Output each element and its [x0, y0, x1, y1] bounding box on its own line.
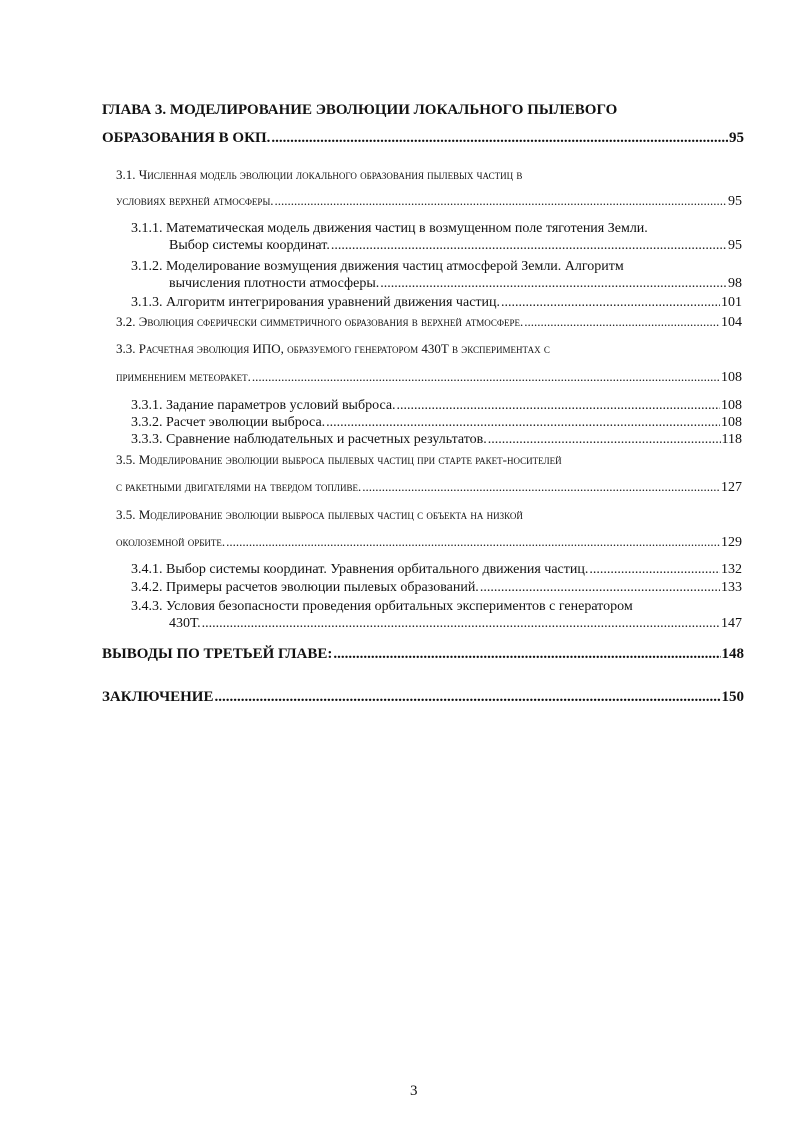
- toc-page-number: 118: [721, 432, 742, 447]
- toc-chapter3-entry[interactable]: [102, 129, 744, 147]
- toc-section-3-2-entry[interactable]: [116, 313, 742, 332]
- leader-dots: [524, 313, 720, 331]
- leader-dots: [214, 688, 720, 706]
- toc-page-number: 129: [721, 535, 742, 550]
- toc-subsection-3-1-2-line1: 3.1.2. Моделирование возмущения движения частиц атмосферой Земли. Алгоритм: [131, 259, 624, 274]
- leader-dots: [362, 478, 720, 496]
- leader-dots: [252, 368, 720, 386]
- toc-page-number: 108: [721, 415, 742, 430]
- leader-dots: [397, 397, 720, 415]
- toc-page-number: 108: [721, 398, 742, 413]
- toc-subsection-3-3-3-title: 3.3.3. Сравнение наблюдательных и расчетных результатов.: [131, 432, 487, 447]
- toc-subsection-3-1-2-entry[interactable]: [169, 275, 742, 293]
- toc-section-3-1-entry[interactable]: [116, 192, 742, 211]
- toc-section-3-2-title: 3.2. Эволюция сферически симметричного образования в верхней атмосфере.: [116, 314, 524, 329]
- toc-subsection-3-4-1-entry[interactable]: [131, 561, 742, 579]
- leader-dots: [271, 129, 728, 147]
- toc-page-number: 132: [721, 562, 742, 577]
- toc-section-3-1-line1: 3.1. Численная модель эволюции локального образования пылевых частиц в: [116, 167, 523, 182]
- toc-section-3-3-line2: применением метеоракет.: [116, 369, 251, 384]
- toc-section-3-5b-entry[interactable]: [116, 533, 742, 552]
- toc-section-3-3-line1: 3.3. Расчетная эволюция ИПО, образуемого генератором 430Т в экспериментах с: [116, 341, 550, 356]
- toc-subsection-3-3-1-entry[interactable]: [131, 397, 742, 415]
- toc-section-3-5a-entry[interactable]: [116, 478, 742, 497]
- toc-section-3-5a-line1: 3.5. Моделирование эволюции выброса пылевых частиц при старте ракет-носителей: [116, 452, 562, 467]
- toc-page-number: 150: [721, 689, 744, 705]
- toc-subsection-3-4-3-line1: 3.4.3. Условия безопасности проведения орбитальных экспериментов с генератором: [131, 599, 633, 614]
- toc-section-3-5a-line2: с ракетными двигателями на твердом топливе.: [116, 479, 362, 494]
- page-number: 3: [410, 1083, 418, 1099]
- leader-dots: [226, 533, 720, 551]
- leader-dots: [331, 237, 727, 255]
- toc-subsection-3-3-3-entry[interactable]: [131, 431, 742, 449]
- leader-dots: [333, 645, 720, 663]
- toc-subsection-3-1-1-line2: Выбор системы координат.: [169, 238, 330, 253]
- toc-page-number: 147: [721, 616, 742, 631]
- toc-section-3-5b-line2: околоземной орбите.: [116, 534, 226, 549]
- toc-page-number: 101: [721, 295, 742, 310]
- toc-subsection-3-3-2-entry[interactable]: [131, 414, 742, 432]
- leader-dots: [380, 275, 727, 293]
- toc-subsection-3-4-3-entry[interactable]: [169, 615, 742, 633]
- toc-page-number: 95: [729, 130, 744, 146]
- leader-dots: [480, 579, 720, 597]
- toc-conclusions-chapter3-title: ВЫВОДЫ ПО ТРЕТЬЕЙ ГЛАВЕ:: [102, 646, 333, 662]
- leader-dots: [275, 192, 727, 210]
- toc-page-number: 108: [721, 370, 742, 385]
- toc-chapter3-title-line2: ОБРАЗОВАНИЯ В ОКП.: [102, 130, 271, 146]
- toc-page-number: 148: [721, 646, 744, 662]
- toc-page-number: 127: [721, 480, 742, 495]
- toc-page-number: 133: [721, 580, 742, 595]
- toc-subsection-3-3-1-title: 3.3.1. Задание параметров условий выброса.: [131, 398, 396, 413]
- toc-section-3-1-line2: условиях верхней атмосферы.: [116, 193, 274, 208]
- toc-page-number: 95: [728, 238, 742, 253]
- toc-subsection-3-1-1-entry[interactable]: [169, 237, 742, 255]
- toc-conclusion-entry[interactable]: [102, 688, 744, 706]
- toc-subsection-3-1-3-title: 3.1.3. Алгоритм интегрирования уравнений движения частиц.: [131, 295, 501, 310]
- toc-subsection-3-4-3-line2: 430Т.: [169, 616, 201, 631]
- leader-dots: [202, 615, 720, 633]
- toc-subsection-3-4-2-title: 3.4.2. Примеры расчетов эволюции пылевых образований.: [131, 580, 479, 595]
- toc-chapter3-title-line1: ГЛАВА 3. МОДЕЛИРОВАНИЕ ЭВОЛЮЦИИ ЛОКАЛЬНОГО ПЫЛЕВОГО: [102, 102, 618, 118]
- leader-dots: [589, 561, 720, 579]
- toc-subsection-3-1-2-line2: вычисления плотности атмосферы.: [169, 276, 380, 291]
- toc-subsection-3-3-2-title: 3.3.2. Расчет эволюции выброса.: [131, 415, 326, 430]
- toc-page-number: 104: [721, 315, 742, 330]
- toc-section-3-3-entry[interactable]: [116, 368, 742, 387]
- toc-subsection-3-1-3-entry[interactable]: [131, 294, 742, 312]
- leader-dots: [326, 414, 720, 432]
- toc-subsection-3-1-1-line1: 3.1.1. Математическая модель движения частиц в возмущенном поле тяготения Земли.: [131, 221, 648, 236]
- leader-dots: [488, 431, 721, 449]
- toc-conclusions-chapter3-entry[interactable]: [102, 645, 744, 663]
- toc-subsection-3-4-2-entry[interactable]: [131, 579, 742, 597]
- toc-conclusion-title: ЗАКЛЮЧЕНИЕ: [102, 689, 214, 705]
- toc-page-number: 98: [728, 276, 742, 291]
- toc-subsection-3-4-1-title: 3.4.1. Выбор системы координат. Уравнения орбитального движения частиц.: [131, 562, 589, 577]
- leader-dots: [501, 294, 720, 312]
- toc-section-3-5b-line1: 3.5. Моделирование эволюции выброса пылевых частиц с объекта на низкой: [116, 507, 523, 522]
- toc-page-number: 95: [728, 194, 742, 209]
